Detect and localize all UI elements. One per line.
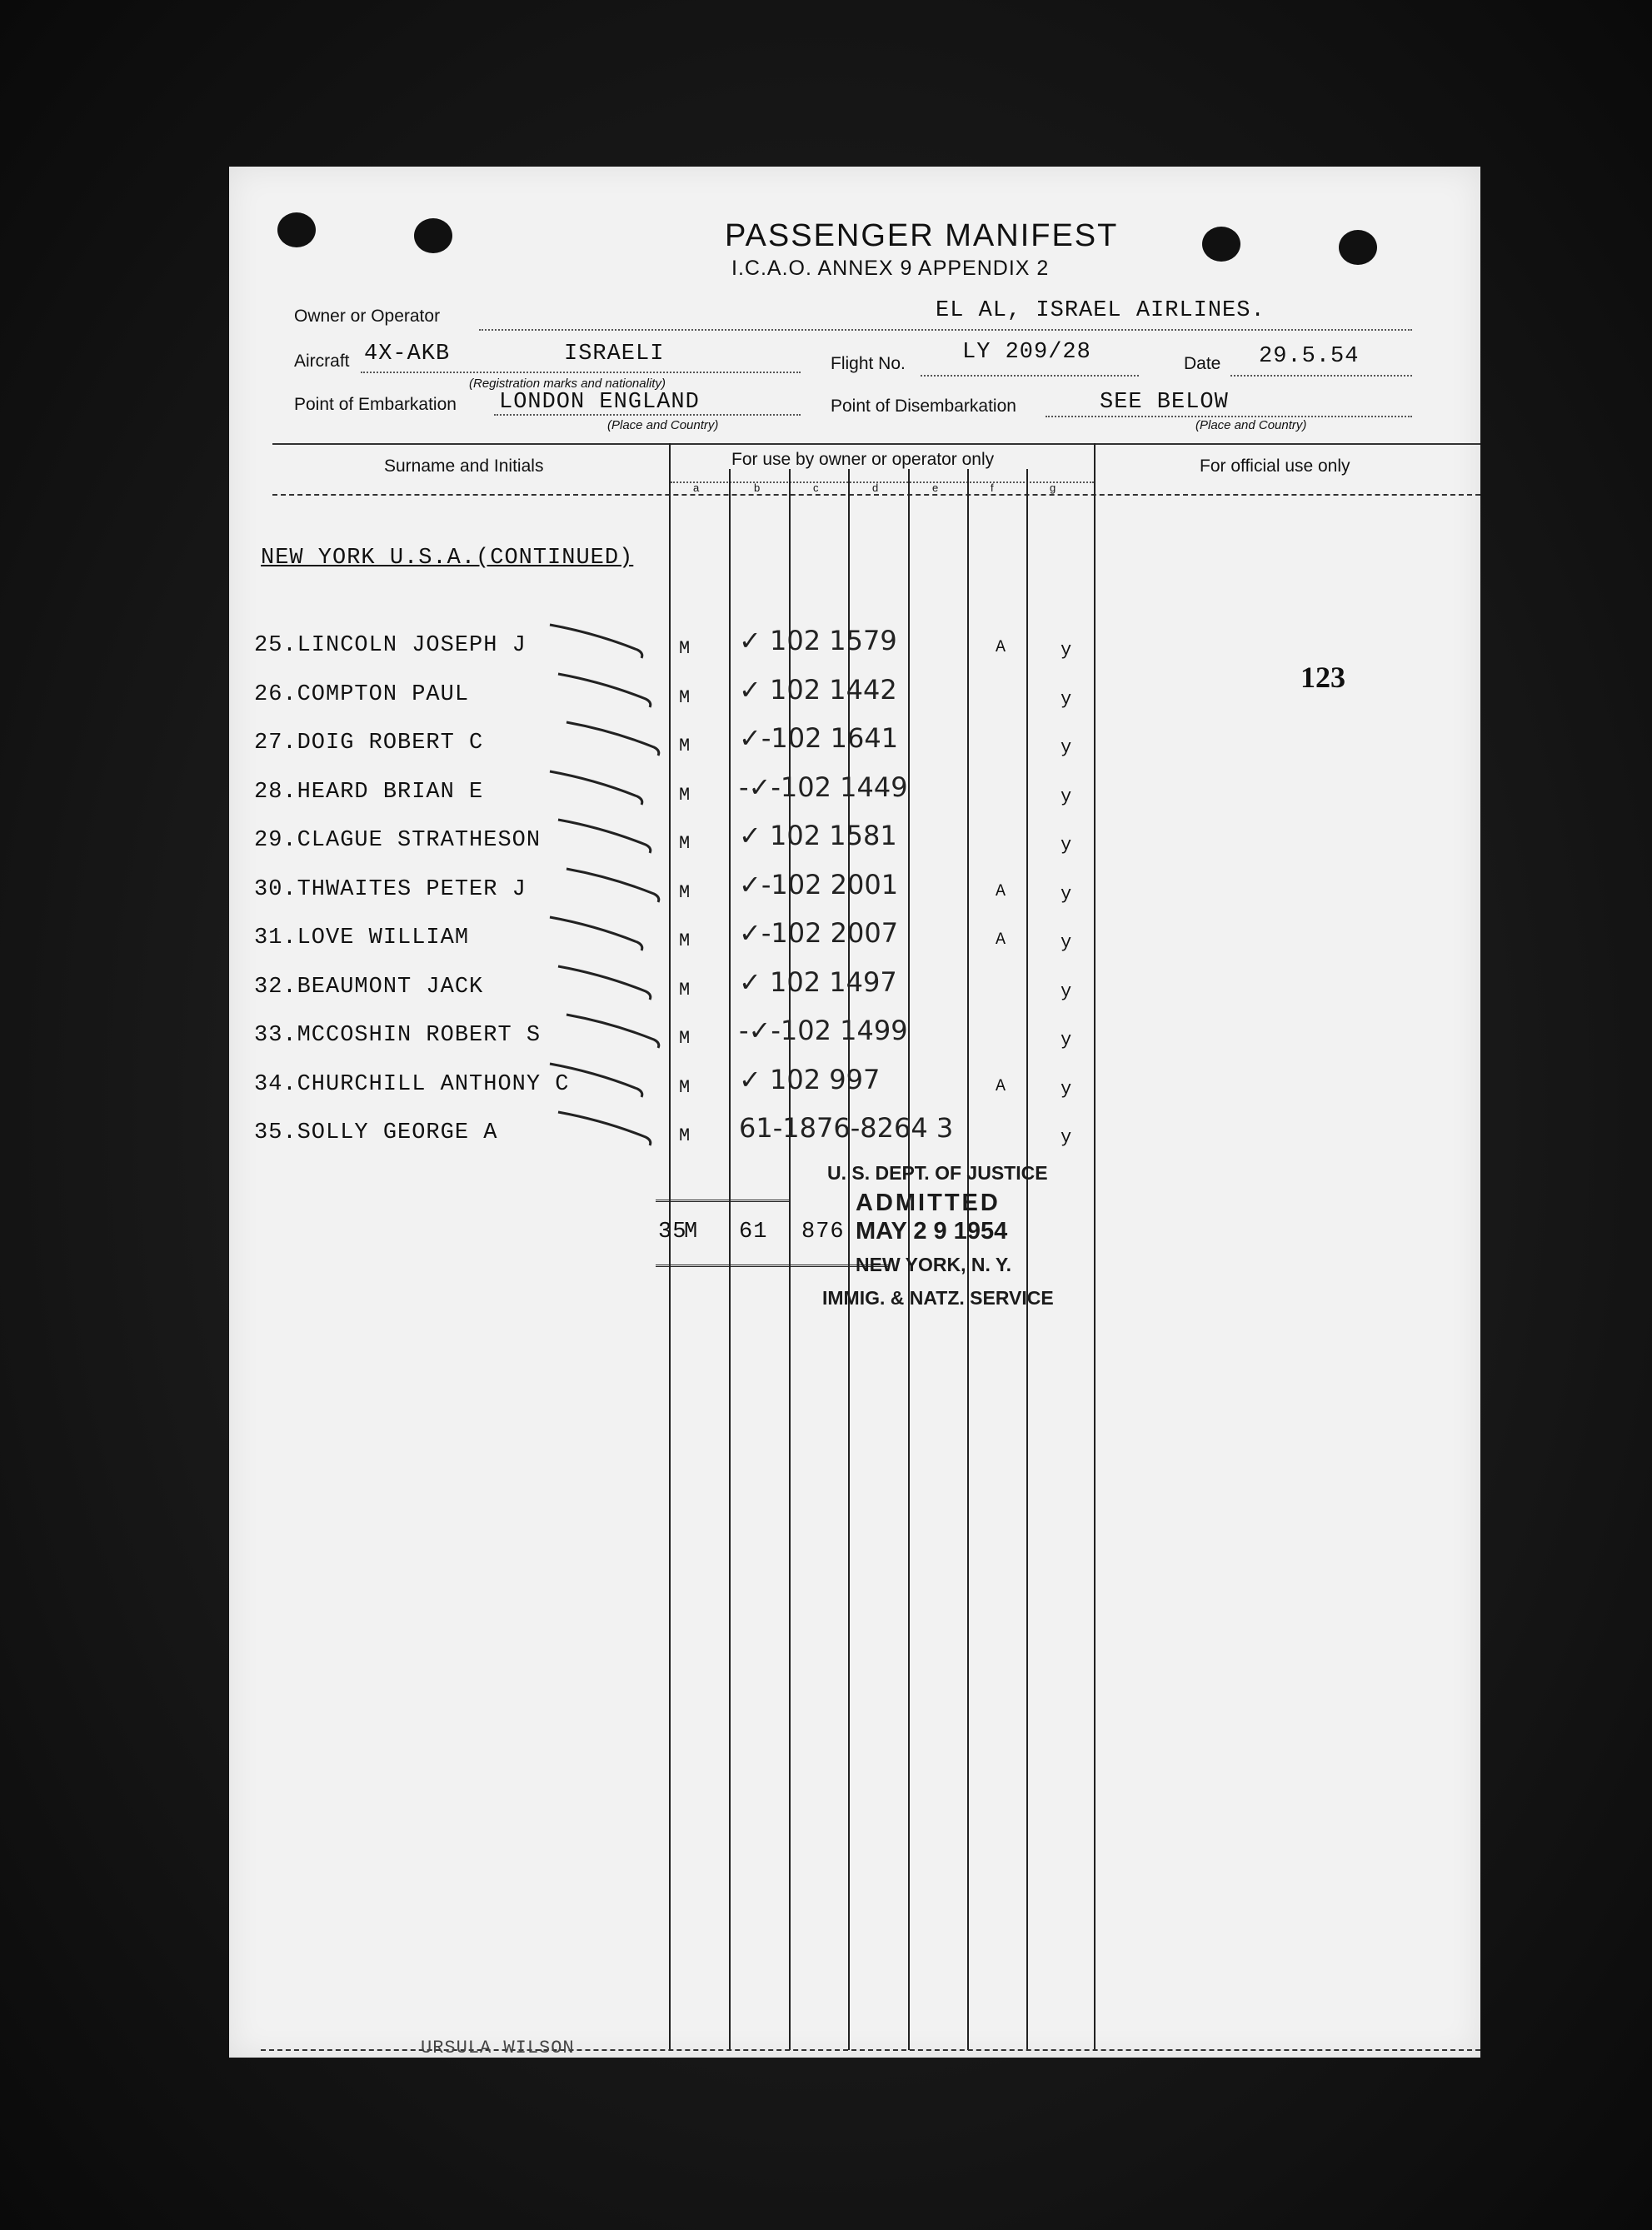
embark-value: LONDON ENGLAND <box>499 390 700 415</box>
handwritten-entry: 61-1876-8264 3 <box>739 1112 954 1144</box>
owner-dots <box>479 329 1412 331</box>
passenger-col-g: y <box>1061 981 1073 1002</box>
subcol-c: c <box>813 481 819 494</box>
totals-b: 61 <box>739 1220 768 1245</box>
embark-label: Point of Embarkation <box>294 395 457 414</box>
handwritten-entry: ✓-102 1641 <box>739 722 899 754</box>
aircraft-label: Aircraft <box>294 352 350 371</box>
handwritten-entry: -✓-102 1449 <box>739 771 908 803</box>
disembark-label: Point of Disembarkation <box>831 397 1016 416</box>
section-heading: NEW YORK U.S.A.(CONTINUED) <box>261 546 634 571</box>
check-stroke-icon <box>554 1104 671 1154</box>
official-number: 123 <box>1300 661 1345 694</box>
handwritten-entry: ✓ 102 997 <box>739 1064 881 1095</box>
passenger-sex: M <box>679 882 691 903</box>
col-owner-header: For use by owner or operator only <box>731 450 995 469</box>
subheader-rule <box>671 481 1094 483</box>
handwritten-entry: ✓ 102 1579 <box>739 625 897 656</box>
stamp-service: IMMIG. & NATZ. SERVICE <box>822 1287 1054 1309</box>
date-dots <box>1230 375 1412 377</box>
passenger-col-g: y <box>1061 737 1073 758</box>
passenger-sex: M <box>679 1028 691 1049</box>
passenger-col-g: y <box>1061 689 1073 710</box>
check-stroke-icon <box>546 909 662 959</box>
check-stroke-icon <box>562 861 679 910</box>
nationality-value: ISRAELI <box>564 342 665 367</box>
punch-hole <box>1339 230 1377 265</box>
passenger-col-g: y <box>1061 1127 1073 1148</box>
page-subtitle: I.C.A.O. ANNEX 9 APPENDIX 2 <box>731 257 1050 280</box>
subcol-e: e <box>932 481 939 494</box>
embark-note: (Place and Country) <box>607 418 719 432</box>
disembark-dots <box>1046 416 1412 417</box>
owner-label: Owner or Operator <box>294 307 441 326</box>
passenger-sex: M <box>679 687 691 708</box>
passenger-col-f: A <box>996 1077 1007 1096</box>
subcol-d: d <box>872 481 879 494</box>
check-stroke-icon <box>546 763 662 813</box>
passenger-name: 28.HEARD BRIAN E <box>254 780 484 805</box>
passenger-sex: M <box>679 1125 691 1146</box>
passenger-col-g: y <box>1061 884 1073 905</box>
passenger-col-g: y <box>1061 1079 1073 1100</box>
punch-hole <box>1202 227 1240 262</box>
passenger-sex: M <box>679 736 691 756</box>
col-rule <box>1026 469 1028 2050</box>
subcol-g: g <box>1050 481 1056 494</box>
punch-hole <box>277 212 316 247</box>
disembark-value: SEE BELOW <box>1100 390 1229 415</box>
aircraft-dots <box>361 372 801 373</box>
punch-hole <box>414 218 452 253</box>
handwritten-entry: ✓ 102 1581 <box>739 820 897 851</box>
handwritten-entry: ✓ 102 1442 <box>739 674 897 706</box>
passenger-col-f: A <box>996 638 1007 657</box>
totals-a: M <box>684 1220 699 1245</box>
handwritten-entry: -✓-102 1499 <box>739 1015 908 1046</box>
passenger-col-g: y <box>1061 640 1073 661</box>
handwritten-entry: ✓-102 2007 <box>739 917 899 949</box>
passenger-sex: M <box>679 1077 691 1098</box>
stamp-admitted: ADMITTED <box>856 1190 1001 1216</box>
handwritten-entry: ✓-102 2001 <box>739 869 899 900</box>
manifest-page <box>229 167 1480 2058</box>
col-rule <box>729 469 731 2050</box>
passenger-name: 34.CHURCHILL ANTHONY C <box>254 1072 570 1097</box>
check-stroke-icon <box>554 958 671 1008</box>
totals-top-rule <box>656 1200 789 1202</box>
passenger-col-g: y <box>1061 932 1073 953</box>
check-stroke-icon <box>562 714 679 764</box>
passenger-sex: M <box>679 785 691 806</box>
prepared-by-value: URSULA WILSON <box>421 2038 575 2058</box>
passenger-name: 31.LOVE WILLIAM <box>254 925 470 950</box>
check-stroke-icon <box>546 616 662 666</box>
totals-bottom-rule <box>656 1265 889 1267</box>
owner-value: EL AL, ISRAEL AIRLINES. <box>936 298 1265 323</box>
passenger-col-f: A <box>996 930 1007 950</box>
handwritten-entry: ✓ 102 1497 <box>739 966 897 998</box>
registration-note: (Registration marks and nationality) <box>469 377 666 391</box>
passenger-sex: M <box>679 980 691 1000</box>
flight-label: Flight No. <box>831 354 906 373</box>
col-surname-header: Surname and Initials <box>384 456 544 476</box>
passenger-col-g: y <box>1061 786 1073 807</box>
stamp-date: MAY 2 9 1954 <box>856 1218 1008 1245</box>
date-label: Date <box>1184 354 1221 373</box>
table-header-rule <box>272 494 1480 496</box>
flight-dots <box>921 375 1139 377</box>
aircraft-value: 4X-AKB <box>364 342 451 367</box>
subcol-a: a <box>693 481 700 494</box>
passenger-sex: M <box>679 833 691 854</box>
disembark-note: (Place and Country) <box>1195 418 1307 432</box>
totals-c: 876 <box>801 1220 845 1245</box>
check-stroke-icon <box>562 1006 679 1056</box>
check-stroke-icon <box>546 1055 662 1105</box>
col-official-header: For official use only <box>1200 456 1350 476</box>
passenger-name: 35.SOLLY GEORGE A <box>254 1120 498 1145</box>
passenger-name: 25.LINCOLN JOSEPH J <box>254 633 527 658</box>
passenger-name: 33.MCCOSHIN ROBERT S <box>254 1023 542 1048</box>
passenger-col-g: y <box>1061 1030 1073 1050</box>
table-top-rule <box>272 443 1480 445</box>
flight-value: LY 209/28 <box>962 340 1091 365</box>
subcol-b: b <box>754 481 761 494</box>
col-rule <box>1094 443 1096 2051</box>
passenger-name: 30.THWAITES PETER J <box>254 877 527 902</box>
passenger-name: 29.CLAGUE STRATHESON <box>254 828 542 853</box>
check-stroke-icon <box>554 811 671 861</box>
totals-count: 35 <box>658 1220 687 1245</box>
passenger-name: 27.DOIG ROBERT C <box>254 731 484 756</box>
col-rule <box>789 469 791 2050</box>
passenger-name: 26.COMPTON PAUL <box>254 682 470 707</box>
passenger-sex: M <box>679 930 691 951</box>
col-rule <box>848 469 850 2050</box>
passenger-col-g: y <box>1061 835 1073 856</box>
passenger-name: 32.BEAUMONT JACK <box>254 975 484 1000</box>
check-stroke-icon <box>554 666 671 716</box>
stamp-dept: U. S. DEPT. OF JUSTICE <box>827 1162 1048 1184</box>
subcol-f: f <box>991 481 994 494</box>
page-title: PASSENGER MANIFEST <box>725 218 1119 253</box>
date-value: 29.5.54 <box>1259 344 1360 369</box>
passenger-sex: M <box>679 638 691 659</box>
stamp-city: NEW YORK, N. Y. <box>856 1254 1012 1275</box>
passenger-col-f: A <box>996 882 1007 901</box>
